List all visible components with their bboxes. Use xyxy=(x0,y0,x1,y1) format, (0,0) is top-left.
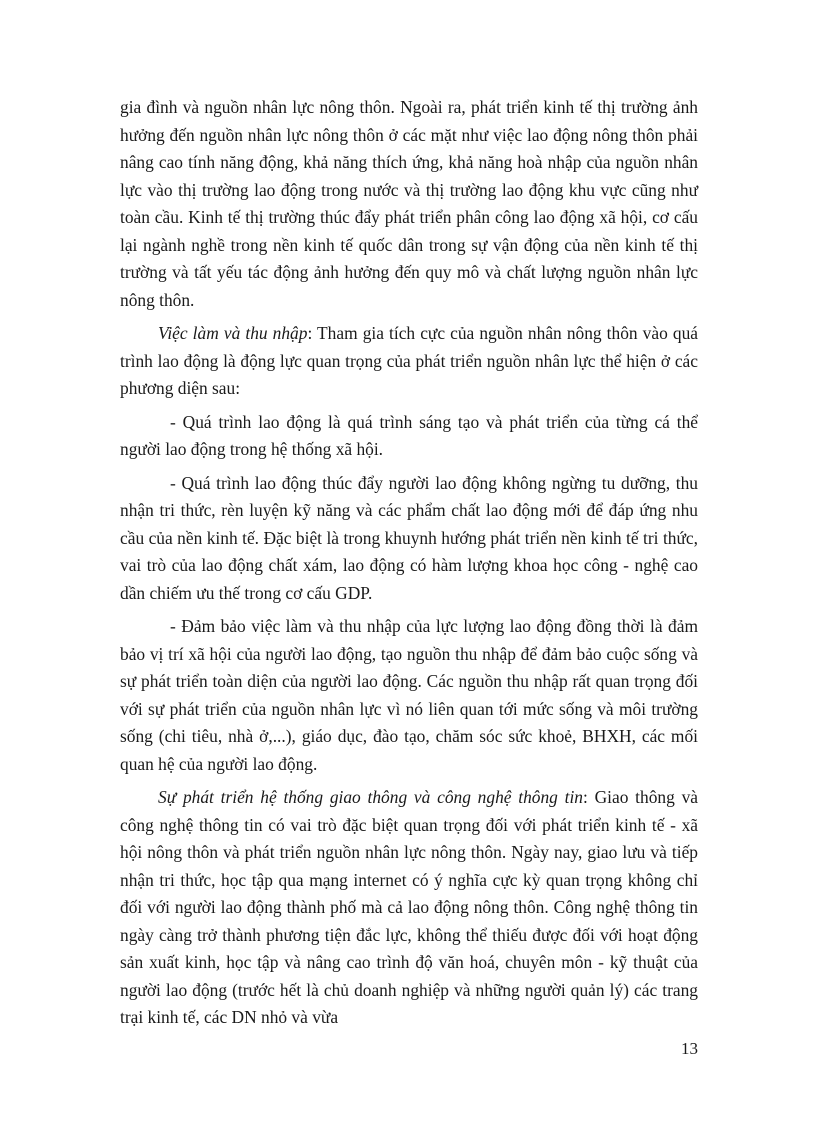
page-number: 13 xyxy=(681,1039,698,1058)
page-body xyxy=(120,94,698,1038)
paragraph-text: : Giao thông và công nghệ thông tin có vai trò đặc biệt quan trọng đối với phát triển kinh tế - xã hội nông thôn và phát triển nguồn nhân lực nông thôn. Ngày nay, giao lưu và tiếp nhận tri thức, học tập qua mạng internet có ý nghĩa cực kỳ quan trọng không chỉ đối với người lao động thành phố mà cả lao động nông thôn. Công nghệ thông tin ngày càng trở thành phương tiện đắc lực, không thể thiếu được đối với hoạt động sản xuất kinh, học tập và nâng cao trình độ văn hoá, chuyên môn - kỹ thuật của người lao động (trước hết là chủ doanh nghiệp và những người quản lý) các trang trại kinh tế, các DN nhỏ và vừa xyxy=(120,787,698,1027)
paragraph-text: - Đảm bảo việc làm và thu nhập của lực lượng lao động đồng thời là đảm bảo vị trí xã hội của người lao động, tạo nguồn thu nhập để đảm bảo cuộc sống và sự phát triển toàn diện của người lao động. Các nguồn thu nhập rất quan trọng đối với sự phát triển của nguồn nhân lực vì nó liên quan tới mức sống và môi trường sống (chi tiêu, nhà ở,...), giáo dục, đào tạo, chăm sóc sức khoẻ, BHXH, các mối quan hệ của người lao động. xyxy=(120,616,698,774)
paragraph-text: - Quá trình lao động thúc đẩy người lao động không ngừng tu dưỡng, thu nhận tri thức, rèn luyện kỹ năng và các phẩm chất lao động mới để đáp ứng nhu cầu của nền kinh tế. Đặc biệt là trong khuynh hướng phát triển nền kinh tế tri thức, vai trò của lao động chất xám, lao động có hàm lượng khoa học công - nghệ cao dần chiếm ưu thế trong cơ cấu GDP. xyxy=(120,472,698,603)
paragraph-lead-italic: Sự phát triển hệ thống giao thông và công nghệ thông tin xyxy=(158,787,583,807)
paragraph-text: - Quá trình lao động là quá trình sáng tạo và phát triển của từng cá thể người lao động trong hệ thống xã hội. xyxy=(120,411,698,459)
paragraph-continuation xyxy=(120,94,698,314)
list-item-labor-process xyxy=(120,409,698,464)
list-item-job-security xyxy=(120,613,698,778)
paragraph-transport-it xyxy=(120,784,698,1032)
list-item-labor-development xyxy=(120,470,698,608)
paragraph-text: : Tham gia tích cực của nguồn nhân nông thôn vào quá trình lao động là động lực quan trọng của phát triển nguồn nhân lực thể hiện ở các phương diện sau: xyxy=(120,323,698,398)
paragraph-employment-income xyxy=(120,320,698,403)
paragraph-text: gia đình và nguồn nhân lực nông thôn. Ngoài ra, phát triển kinh tế thị trường ảnh hưởng đến nguồn nhân lực nông thôn ở các mặt như việc lao động nông thôn phải nâng cao tính năng động, khả năng thích ứng, khả năng hoà nhập của nguồn nhân lực vào thị trường lao động trong nước và thị trường lao động khu vực cũng như toàn cầu. Kinh tế thị trường thúc đẩy phát triển phân công lao động xã hội, cơ cấu lại ngành nghề trong nền kinh tế quốc dân trong sự vận động của nền kinh tế thị trường và tất yếu tác động ảnh hưởng đến quy mô và chất lượng nguồn nhân lực nông thôn. xyxy=(120,97,698,310)
paragraph-lead-italic: Việc làm và thu nhập xyxy=(158,323,308,343)
